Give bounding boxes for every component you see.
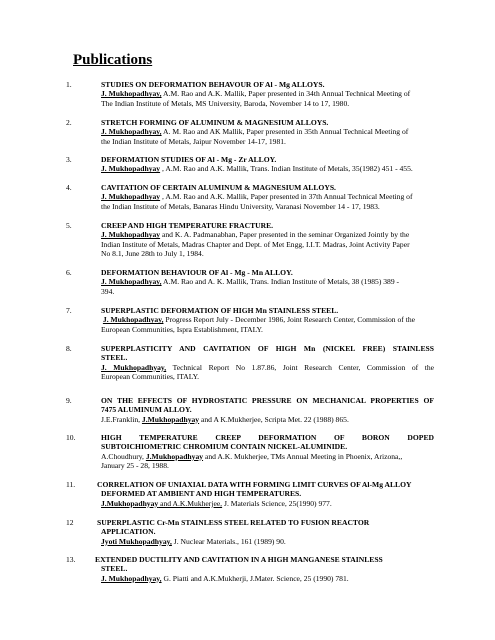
citation-text: J. Nuclear Materials., 161 (1989) 90. [171, 536, 286, 546]
item-body [101, 344, 434, 382]
item-title: STUDIES ON DEFORMATION BEHAVOUR OF Al - Mg ALLOYS. [101, 80, 325, 89]
item-title: DEFORMATION BEHAVIOUR OF Al - Mg - Mn ALLOY. [101, 268, 293, 277]
item-title-continued: STEEL. [101, 564, 128, 574]
item-title: CORRELATION OF UNIAXIAL DATA WITH FORMING LIMIT CURVES OF Al-Mg ALLOY [97, 480, 412, 489]
item-title: EXTENDED DUCTILITY AND CAVITATION IN A HIGH MANGANESE STAINLESS [95, 555, 383, 564]
item-title-continued: SUBTOICHIOMETRIC CHROMIUM CONTAIN NICKEL-ALUMINIDE. [101, 442, 348, 452]
coauthor-text: J.E.Franklin, [101, 414, 142, 424]
item-number: 13. [66, 555, 76, 564]
item-body [101, 396, 434, 424]
author-name: J.Mukhopadhyay [141, 414, 200, 424]
item-title: STRETCH FORMING OF ALUMINUM & MAGNESIUM ALLOYS. [101, 118, 329, 127]
item-number: 7. [66, 306, 72, 315]
item-title: CREEP AND HIGH TEMPERATURE FRACTURE. [101, 221, 274, 230]
item-body [101, 155, 434, 174]
item-body [101, 80, 434, 108]
citation-text: 394. [101, 286, 115, 296]
item-body [101, 433, 434, 471]
author-name: J. Mukhopadhyay [101, 230, 161, 240]
item-number: 10. [66, 433, 76, 442]
item-number: 6. [66, 268, 72, 277]
citation-text: Indian Institute of Metals, Madras Chapter and Dept. of Met Engg, I.I.T. Madras, Joint Activity Paper [101, 239, 410, 249]
citation-text: the Indian Institute of Metals, Banaras Hindu University, Varanasi November 14 - 17, 1983. [101, 201, 380, 211]
author-name: J. Mukhopadhyay, [102, 315, 164, 325]
citation-text: Technical Report No 1.87.86, Joint Research Center, Commission of the [166, 362, 434, 372]
author-name: J. Mukhopadhyay, [101, 127, 162, 137]
citation-text: and A K.Mukherjee, Scripta Met. 22 (1988) 865. [199, 414, 349, 424]
citation-text: the Indian Institute of Metals, Jaipur November 14-17, 1981. [101, 136, 286, 146]
author-name: J.Mukhopadhyay [145, 451, 204, 461]
item-title: SUPERPLASTIC Cr-Mn STAINLESS STEEL RELATED TO FUSION REACTOR [97, 518, 370, 527]
item-title: CAVITATION OF CERTAIN ALUMINUM & MAGNESIUM ALLOYS. [101, 183, 336, 192]
citation-text: G. Piatti and A.K.Mukherji, J.Mater. Science, 25 (1990) 781. [161, 573, 349, 583]
citation-text: and A.K. Mukherjee, TMs Annual Meeting in Phoenix, Arizona,, [203, 451, 403, 461]
author-name: J. Mukhopadhyay, [101, 89, 162, 99]
citation-text: J. Materials Science, 25(1990) 977. [222, 498, 332, 508]
item-title: HIGH TEMPERATURE CREEP DEFORMATION OF BORON DOPED [101, 433, 434, 442]
citation-text: A. M. Rao and AK Mallik, Paper presented in 35th Annual Technical Meeting of [161, 127, 409, 137]
citation-text: European Communities, Ispra Establishment, ITALY. [101, 324, 263, 334]
citation-text: European Communities, ITALY. [101, 372, 200, 382]
item-body [101, 306, 434, 334]
item-number: 11. [66, 480, 76, 489]
citation-text: Progress Report July - December 1986, Joint Research Center, Commission of the [163, 315, 415, 325]
citation-text: A.M. Rao and A. K. Mallik, Trans. Indian Institute of Metals, 38 (1985) 389 - [161, 277, 400, 287]
citation-text: The Indian Institute of Metals, MS University, Baroda, November 14 to 17, 1980. [101, 98, 350, 108]
item-body [101, 183, 434, 211]
item-body [95, 555, 428, 583]
item-body [97, 518, 430, 546]
item-title-continued: DEFORMED AT AMBIENT AND HIGH TEMPERATURES. [101, 489, 302, 499]
item-body [101, 221, 434, 259]
citation-text: January 25 - 28, 1988. [101, 461, 169, 471]
item-title-continued: APPLICATION. [101, 527, 156, 537]
item-number: 2. [66, 118, 72, 127]
item-body [101, 268, 434, 296]
item-number: 12 [66, 518, 74, 527]
coauthor-text: A.Choudhury, [101, 451, 146, 461]
citation-text: A.M. Rao and A.K. Mallik, Paper presented in 34th Annual Technical Meeting of [161, 89, 411, 99]
item-number: 8. [66, 344, 72, 353]
author-name: J. Mukhopadhyay [101, 192, 161, 202]
author-name: J. Mukhopadhyay, [101, 277, 162, 287]
item-body [97, 480, 437, 508]
citation-text: No 8.1, June 28th to July 1, 1984. [101, 249, 204, 259]
item-number: 5. [66, 221, 72, 230]
author-name: Jyoti Mukhopadhyay, [101, 536, 172, 546]
item-title: SUPERPLASTICITY AND CAVITATION OF HIGH Mn (NICKEL FREE) STAINLESS [101, 344, 434, 353]
page-title: Publications [73, 52, 153, 68]
item-number: 9. [66, 396, 72, 405]
item-title: SUPERPLASTIC DEFORMATION OF HIGH Mn STAINLESS STEEL. [101, 306, 339, 315]
citation-text: , A.M. Rao and A.K. Mallik, Trans. Indian Institute of Metals, 35(1982) 451 - 455. [160, 164, 413, 174]
author-name: J. Mukhopadhyay, [101, 362, 167, 372]
citation-text: and K. A. Padmanabhan, Paper presented in the seminar Organized Jointly by the [160, 230, 410, 240]
author-name: J. Mukhopadhyay, [101, 573, 162, 583]
coauthor-text: and A.K.Mukherjee, [158, 498, 223, 508]
item-title-continued: 7475 ALUMINUM ALLOY. [101, 405, 192, 415]
citation-text: , A.M. Rao and A.K. Mallik, Paper presented in 37th Annual Technical Meeting of [160, 192, 413, 202]
item-number: 1. [66, 80, 72, 89]
author-name: J.Mukhopadhyay [101, 498, 159, 508]
item-number: 4. [66, 183, 72, 192]
item-title: DEFORMATION STUDIES OF Al - Mg - Zr ALLOY. [101, 155, 277, 164]
item-number: 3. [66, 155, 72, 164]
item-title: ON THE EFFECTS OF HYDROSTATIC PRESSURE ON MECHANICAL PROPERTIES OF [101, 396, 434, 405]
item-title-continued: STEEL. [101, 353, 128, 363]
item-body [101, 118, 434, 146]
author-name: J. Mukhopadhyay [101, 164, 161, 174]
